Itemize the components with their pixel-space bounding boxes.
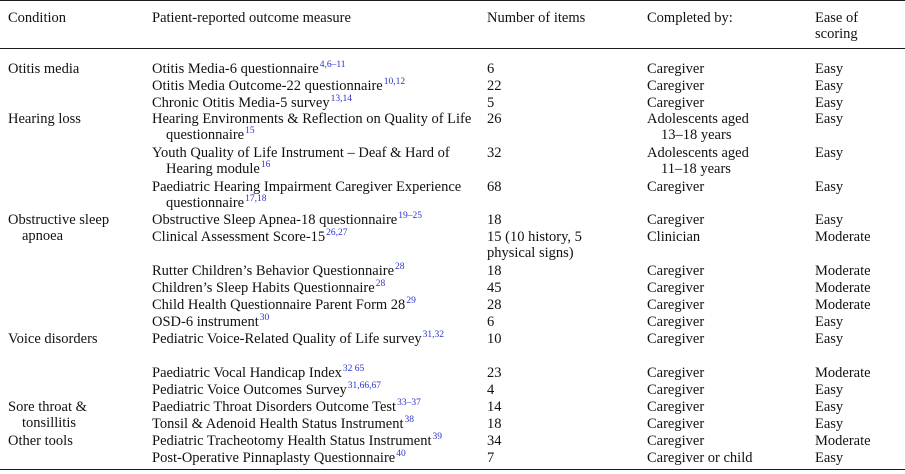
row-5-reference-link[interactable]: 17,18 [245,194,267,204]
row-9-reference-link[interactable]: 28 [375,279,386,289]
row-10-reference-link[interactable]: 29 [406,296,416,306]
row-3-completed-by: Adolescents aged 13–18 years [647,111,749,143]
row-15-reference-link[interactable]: 33–37 [397,398,421,408]
row-5-measure [152,179,482,211]
row-10-items: 28 [487,297,502,313]
row-1-measure-text: Otitis Media Outcome-22 questionnaire [152,78,383,94]
condition-other-tools: Other tools [8,433,73,449]
row-11-measure-text: OSD-6 instrument [152,314,259,330]
row-16-completed-by: Caregiver [647,416,705,432]
row-10-ease: Moderate [815,297,871,313]
row-3-items: 26 [487,111,502,127]
row-3-measure [152,111,482,143]
row-6-completed-by: Caregiver [647,212,705,228]
row-17-items: 34 [487,433,502,449]
row-12-items: 10 [487,331,502,347]
row-3-measure-text: Hearing Environments & Reflection on Quality of Life questionnaire [152,111,472,143]
row-11-ease: Easy [815,314,844,330]
row-5-measure-text: Paediatric Hearing Impairment Caregiver Experience questionnaire [152,179,462,211]
row-15-measure-text: Paediatric Throat Disorders Outcome Test [152,399,397,415]
row-3-ease: Easy [815,111,844,127]
row-4-ease: Easy [815,145,844,161]
row-14-ease: Easy [815,382,844,398]
row-7-completed-by: Clinician [647,229,701,245]
row-0-items: 6 [487,61,495,77]
row-6-items: 18 [487,212,502,228]
row-18-ease: Easy [815,450,844,466]
row-1-items: 22 [487,78,502,94]
row-8-completed-by: Caregiver [647,263,705,279]
row-4-items: 32 [487,145,502,161]
row-9-measure [152,280,482,296]
row-2-ease: Easy [815,95,844,111]
row-8-measure [152,263,482,279]
row-14-measure-text: Pediatric Voice Outcomes Survey [152,382,347,398]
top-rule [0,0,905,1]
row-7-measure [152,229,482,245]
row-11-completed-by: Caregiver [647,314,705,330]
row-18-completed-by: Caregiver or child [647,450,753,466]
header-condition: Condition [8,10,67,26]
row-18-measure [152,450,482,466]
row-8-ease: Moderate [815,263,871,279]
row-11-items: 6 [487,314,495,330]
row-18-items: 7 [487,450,495,466]
header-measure: Patient-reported outcome measure [152,10,351,26]
row-7-reference-link[interactable]: 26,27 [326,228,348,238]
row-8-reference-link[interactable]: 28 [395,262,405,272]
row-0-measure-text: Otitis Media-6 questionnaire [152,61,319,77]
row-12-reference-link[interactable]: 31,32 [422,330,445,340]
row-13-measure-text: Paediatric Vocal Handicap Index [152,365,342,381]
row-18-reference-link[interactable]: 40 [396,449,406,459]
row-6-measure-text: Obstructive Sleep Apnea-18 questionnaire [152,212,398,228]
row-9-items: 45 [487,280,502,296]
row-7-items: 15 (10 history, 5 physical signs) [487,229,582,261]
row-14-items: 4 [487,382,495,398]
row-10-completed-by: Caregiver [647,297,705,313]
row-13-ease: Moderate [815,365,871,381]
condition-voice-disorders: Voice disorders [8,331,98,347]
row-10-measure-text: Child Health Questionnaire Parent Form 28 [152,297,406,313]
row-13-items: 23 [487,365,502,381]
condition-obstructive-sleep-apnoea: Obstructive sleep apnoea [8,212,110,244]
row-13-completed-by: Caregiver [647,365,705,381]
row-12-completed-by: Caregiver [647,331,705,347]
condition-sore-throat: Sore throat & tonsillitis [8,399,87,431]
row-10-measure [152,297,482,313]
row-13-reference-link[interactable]: 32 65 [342,364,365,374]
row-0-completed-by: Caregiver [647,61,705,77]
header-items: Number of items [487,10,586,26]
row-9-completed-by: Caregiver [647,280,705,296]
row-4-completed-by: Adolescents aged 11–18 years [647,145,749,177]
condition-otitis-media: Otitis media [8,61,80,77]
row-2-completed-by: Caregiver [647,95,705,111]
row-12-ease: Easy [815,331,844,347]
row-2-measure [152,95,482,111]
row-0-reference-link[interactable]: 4,6–11 [319,60,346,70]
row-2-items: 5 [487,95,495,111]
header-rule [0,48,905,49]
row-12-measure-text: Pediatric Voice-Related Quality of Life survey [152,331,422,347]
row-8-measure-text: Rutter Children’s Behavior Questionnaire [152,263,395,279]
row-4-measure-text: Youth Quality of Life Instrument – Deaf & Hard of Hearing module [152,145,450,177]
row-14-reference-link[interactable]: 31,66,67 [347,381,382,391]
row-16-measure [152,416,482,432]
row-15-measure [152,399,482,415]
row-7-measure-text: Clinical Assessment Score-15 [152,229,326,245]
row-11-reference-link[interactable]: 30 [259,313,270,323]
row-16-measure-text: Tonsil & Adenoid Health Status Instrument [152,416,404,432]
row-15-completed-by: Caregiver [647,399,705,415]
row-6-reference-link[interactable]: 19–25 [398,211,422,221]
row-15-ease: Easy [815,399,844,415]
row-5-items: 68 [487,179,502,195]
row-17-measure-text: Pediatric Tracheotomy Health Status Instrument [152,433,432,449]
row-8-items: 18 [487,263,502,279]
row-16-ease: Easy [815,416,844,432]
row-5-ease: Easy [815,179,844,195]
row-15-items: 14 [487,399,502,415]
row-6-measure [152,212,482,228]
header-completed-by: Completed by: [647,10,733,26]
row-4-reference-link[interactable]: 16 [260,160,271,170]
row-14-completed-by: Caregiver [647,382,705,398]
row-17-reference-link[interactable]: 39 [432,432,442,442]
row-17-completed-by: Caregiver [647,433,705,449]
row-16-reference-link[interactable]: 38 [404,415,415,425]
row-0-measure [152,61,482,77]
row-11-measure [152,314,482,330]
row-1-ease: Easy [815,78,844,94]
condition-hearing-loss: Hearing loss [8,111,81,127]
row-6-ease: Easy [815,212,844,228]
row-2-measure-text: Chronic Otitis Media-5 survey [152,95,330,111]
row-9-ease: Moderate [815,280,871,296]
row-17-ease: Moderate [815,433,871,449]
row-0-ease: Easy [815,61,844,77]
header-ease: Ease of scoring [815,10,859,42]
row-9-measure-text: Children’s Sleep Habits Questionnaire [152,280,375,296]
row-1-completed-by: Caregiver [647,78,705,94]
row-18-measure-text: Post-Operative Pinnaplasty Questionnaire [152,450,396,466]
row-1-measure [152,78,482,94]
row-17-measure [152,433,482,449]
row-7-ease: Moderate [815,229,871,245]
bottom-rule [0,469,905,470]
row-16-items: 18 [487,416,502,432]
row-5-completed-by: Caregiver [647,179,705,195]
row-13-measure [152,365,482,381]
row-3-reference-link[interactable]: 15 [245,126,255,136]
row-4-measure [152,145,482,177]
row-1-reference-link[interactable]: 10,12 [383,77,406,87]
row-14-measure [152,382,482,398]
row-2-reference-link[interactable]: 13,14 [330,94,352,104]
row-12-measure [152,331,482,347]
